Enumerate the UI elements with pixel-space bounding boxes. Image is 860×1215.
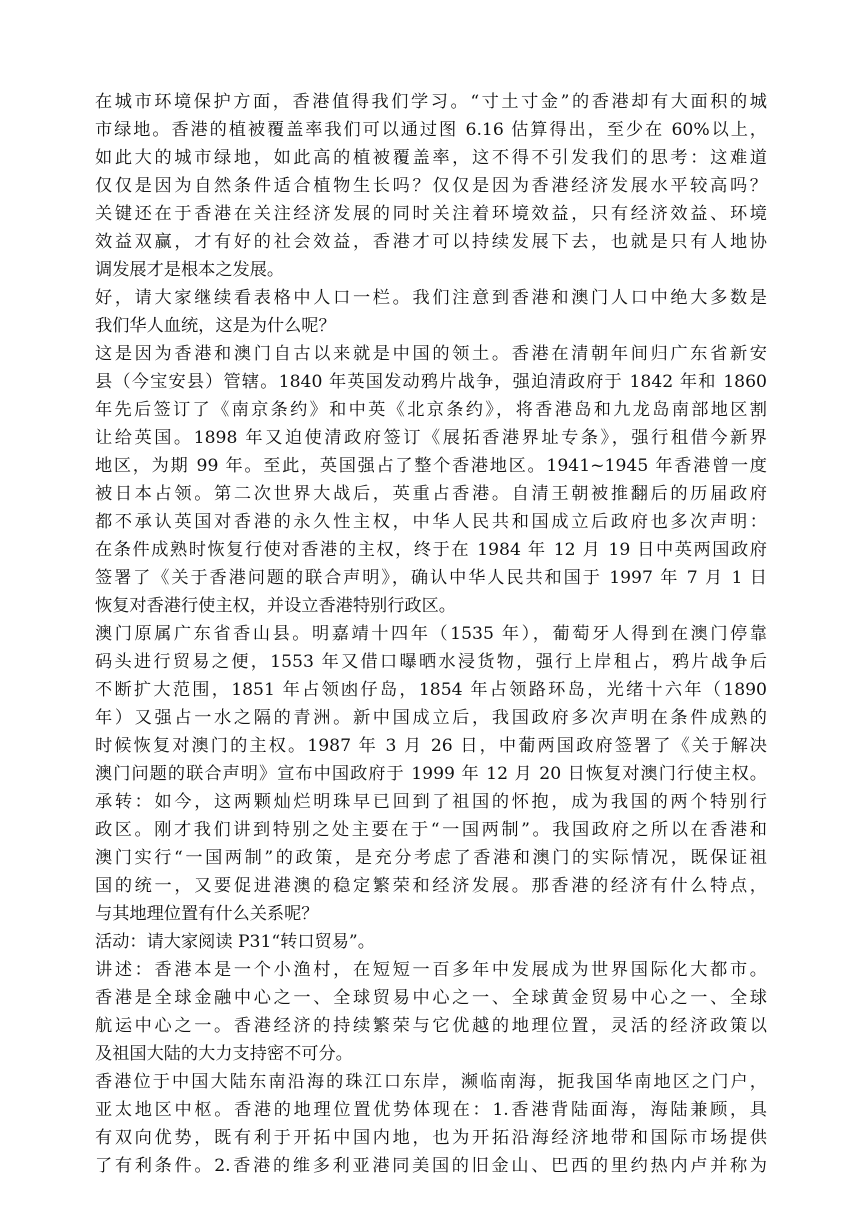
text-line: 讲述：香港本是一个小渔村，在短短一百多年中发展成为世界国际化大都市。 — [95, 960, 767, 980]
text-line: 这是因为香港和澳门自古以来就是中国的领土。香港在清朝年间归广东省新安 — [95, 344, 767, 364]
text-line: 如此大的城市绿地，如此高的植被覆盖率，这不得不引发我们的思考：这难道 — [95, 148, 767, 168]
text-line: 我们华人血统，这是为什么呢？ — [95, 316, 336, 336]
text-line: 仅仅是因为自然条件适合植物生长吗？仅仅是因为香港经济发展水平较高吗？ — [95, 176, 767, 196]
text-line: 与其地理位置有什么关系呢？ — [95, 904, 319, 924]
text-line: 市绿地。香港的植被覆盖率我们可以通过图 6.16 估算得出，至少在 60%以上， — [95, 120, 767, 140]
text-line: 承转：如今，这两颗灿烂明珠早已回到了祖国的怀抱，成为我国的两个特别行 — [95, 792, 767, 812]
text-line: 县（今宝安县）管辖。1840 年英国发动鸦片战争，强迫清政府于 1842 年和 1860 — [95, 372, 767, 392]
text-line: 都不承认英国对香港的永久性主权，中华人民共和国成立后政府也多次声明： — [95, 512, 767, 532]
document-page — [95, 88, 767, 1180]
text-line: 让给英国。1898 年又迫使清政府签订《展拓香港界址专条》，强行租借今新界 — [95, 428, 767, 448]
text-line: 亚太地区中枢。香港的地理位置优势体现在：1.香港背陆面海，海陆兼顾，具 — [95, 1100, 767, 1120]
text-line: 有双向优势，既有利于开拓中国内地，也为开拓沿海经济地带和国际市场提供 — [95, 1128, 767, 1148]
text-line: 及祖国大陆的大力支持密不可分。 — [95, 1044, 353, 1064]
text-line: 恢复对香港行使主权，并设立香港特别行政区。 — [95, 596, 456, 616]
text-line: 被日本占领。第二次世界大战后，英重占香港。自清王朝被推翻后的历届政府 — [95, 484, 767, 504]
text-line: 年）又强占一水之隔的青洲。新中国成立后，我国政府多次声明在条件成熟的 — [95, 708, 767, 728]
text-line: 调发展才是根本之发展。 — [95, 260, 285, 280]
text-line: 码头进行贸易之便，1553 年又借口曝晒水浸货物，强行上岸租占，鸦片战争后 — [95, 652, 767, 672]
text-line: 香港是全球金融中心之一、全球贸易中心之一、全球黄金贸易中心之一、全球 — [95, 988, 767, 1008]
text-line: 澳门问题的联合声明》宣布中国政府于 1999 年 12 月 20 日恢复对澳门行使主权。 — [95, 764, 767, 784]
text-line: 了有利条件。2.香港的维多利亚港同美国的旧金山、巴西的里约热内卢并称为 — [95, 1156, 767, 1176]
text-line: 关键还在于香港在关注经济发展的同时关注着环境效益，只有经济效益、环境 — [95, 204, 767, 224]
text-line: 地区，为期 99 年。至此，英国强占了整个香港地区。1941~1945 年香港曾一度 — [95, 456, 767, 476]
text-line: 航运中心之一。香港经济的持续繁荣与它优越的地理位置，灵活的经济政策以 — [95, 1016, 767, 1036]
text-line: 时候恢复对澳门的主权。1987 年 3 月 26 日，中葡两国政府签署了《关于解决 — [95, 736, 767, 756]
text-line: 澳门实行“一国两制”的政策，是充分考虑了香港和澳门的实际情况，既保证祖 — [95, 848, 767, 868]
text-line: 活动：请大家阅读 P31“转口贸易”。 — [95, 932, 375, 952]
text-line: 在条件成熟时恢复行使对香港的主权，终于在 1984 年 12 月 19 日中英两国政府 — [95, 540, 767, 560]
text-line: 香港位于中国大陆东南沿海的珠江口东岸，濒临南海，扼我国华南地区之门户， — [95, 1072, 767, 1092]
text-line: 签署了《关于香港问题的联合声明》，确认中华人民共和国于 1997 年 7 月 1 日 — [95, 568, 767, 588]
text-line: 澳门原属广东省香山县。明嘉靖十四年（1535 年），葡萄牙人得到在澳门停靠 — [95, 624, 767, 644]
text-line: 年先后签订了《南京条约》和中英《北京条约》，将香港岛和九龙岛南部地区割 — [95, 400, 767, 420]
text-line: 好，请大家继续看表格中人口一栏。我们注意到香港和澳门人口中绝大多数是 — [95, 288, 767, 308]
text-line: 在城市环境保护方面，香港值得我们学习。“寸土寸金”的香港却有大面积的城 — [95, 92, 767, 112]
text-line: 不断扩大范围，1851 年占领凼仔岛，1854 年占领路环岛，光绪十六年（1890 — [95, 680, 767, 700]
text-line: 政区。刚才我们讲到特别之处主要在于“一国两制”。我国政府之所以在香港和 — [95, 820, 767, 840]
text-line: 国的统一，又要促进港澳的稳定繁荣和经济发展。那香港的经济有什么特点， — [95, 876, 767, 896]
text-line: 效益双赢，才有好的社会效益，香港才可以持续发展下去，也就是只有人地协 — [95, 232, 767, 252]
